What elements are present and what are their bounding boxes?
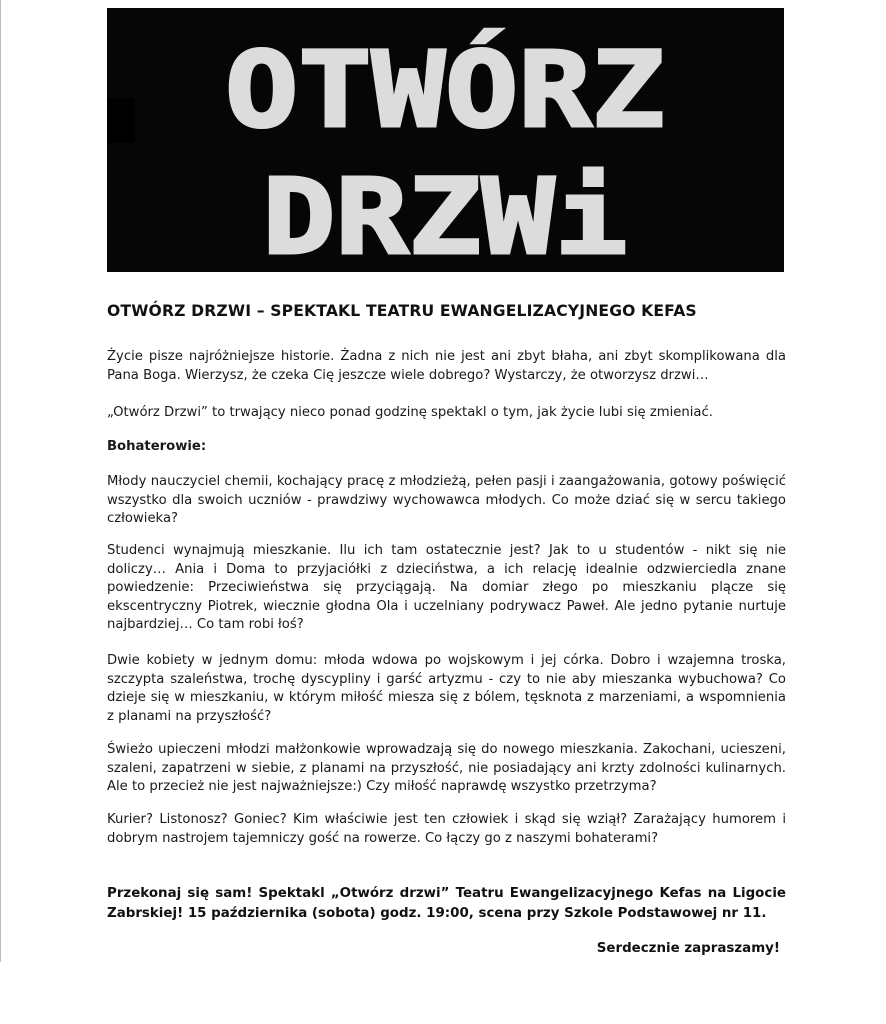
page-title: OTWÓRZ DRZWI – SPEKTAKL TEATRU EWANGELIZACYJNEGO KEFAS <box>107 302 697 320</box>
banner-lettering <box>107 8 784 272</box>
poster-banner <box>107 8 784 272</box>
hero-paragraph-mother-daughter: Dwie kobiety w jednym domu: młoda wdowa po wojskowym i jej córka. Dobro i wzajemna troska, szczypta szaleństwa, trochę dyscypliny i garść artyzmu - czy to nie aby mieszanka wybuchowa? Co dzieje się w mieszkaniu, w którym miłość miesza się z bólem, tęsknota z marzeniami, a wspomnienia z planami na przyszłość? <box>107 653 786 724</box>
hero-paragraph-courier: Kurier? Listonosz? Goniec? Kim właściwie jest ten człowiek i skąd się wziął? Zarażający humorem i dobrym nastrojem tajemniczy gość na rowerze. Co łączy go z naszymi bohaterami? <box>107 812 786 846</box>
hero-paragraph-newlyweds: Świeżo upieczeni młodzi małżonkowie wprowadzają się do nowego mieszkania. Zakochani, ucieszeni, szaleni, zapatrzeni w siebie, z planami na przyszłość, nie posiadający ani krzty zdolności kulinarnych. Ale to przecież nie jest najważniejsze:) Czy miłość naprawdę wszystko przetrzyma? <box>107 742 786 794</box>
closing-invitation: Serdecznie zapraszamy! <box>596 941 780 956</box>
hero-paragraph-teacher: Młody nauczyciel chemii, kochający pracę z młodzieżą, pełen pasji i zaangażowania, gotowy poświęcić wszystko dla swoich uczniów - prawdziwy wychowawca młodych. Co może dziać się w sercu takiego człowieka? <box>107 474 786 526</box>
page-left-edge <box>0 0 1 962</box>
heroes-heading: Bohaterowie: <box>107 439 207 454</box>
banner-line-2: DRZWi <box>262 156 628 272</box>
hero-paragraph-students: Studenci wynajmują mieszkanie. Ilu ich tam ostatecznie jest? Jak to u studentów - nikt się nie doliczy… Ania i Doma to przyjaciółki z dzieciństwa, a ich relację idealnie odzwierciedla znane powiedzenie: Przeciwieństwa się przyciągają. Na domiar złego po mieszkaniu plącze się ekscentryczny Piotrek, wiecznie głodna Ola i uczelniany podrywacz Paweł. Ale jedno pytanie nurtuje najbardziej… Co tam robi łoś? <box>107 543 786 632</box>
summary-paragraph: „Otwórz Drzwi” to trwający nieco ponad godzinę spektakl o tym, jak życie lubi się zmieniać. <box>107 405 713 420</box>
intro-paragraph: Życie pisze najróżniejsze historie. Żadna z nich nie jest ani zbyt błaha, ani zbyt skomplikowana dla Pana Boga. Wierzysz, że czeka Cię jeszcze wiele dobrego? Wystarczy, że otworzysz drzwi… <box>107 349 786 383</box>
call-to-action: Przekonaj się sam! Spektakl „Otwórz drzwi” Teatru Ewangelizacyjnego Kefas na Ligocie Zabrskiej! 15 października (sobota) godz. 19:00, scena przy Szkole Podstawowej nr 11. <box>107 886 786 921</box>
banner-line-1: OTWÓRZ <box>225 29 665 151</box>
